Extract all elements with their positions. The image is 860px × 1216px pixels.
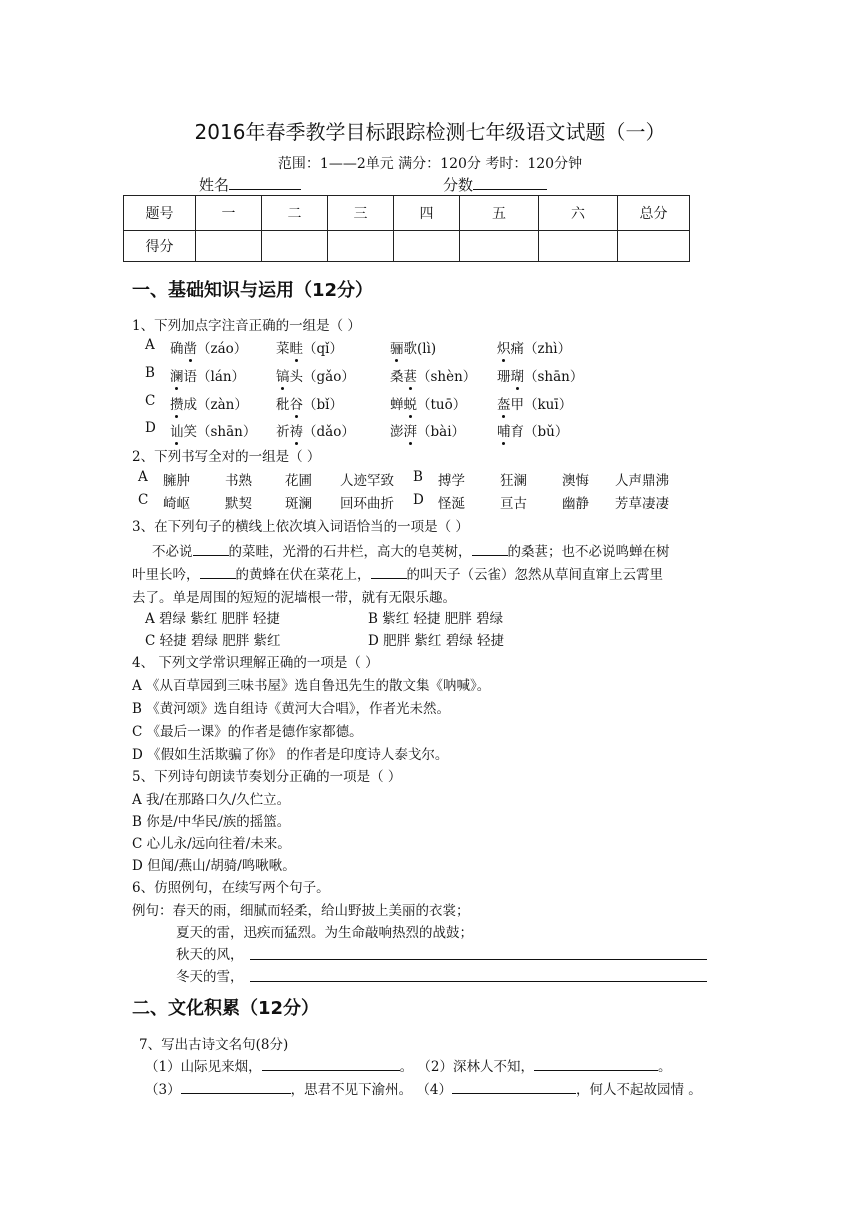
name-field[interactable]: [199, 174, 301, 195]
option-letter[interactable]: B: [413, 469, 423, 485]
word-item: 搏学: [438, 473, 465, 489]
score-cell[interactable]: [394, 231, 460, 262]
word-item: 书熟: [225, 473, 252, 489]
option-D[interactable]: D 但闻/燕山/胡骑/鸣啾啾。: [132, 858, 296, 874]
fill-blank[interactable]: [472, 540, 508, 556]
answer-line[interactable]: [250, 981, 707, 982]
question-stem: 2、下列书写全对的一组是（ ）: [132, 449, 321, 465]
score-cell[interactable]: [460, 231, 539, 262]
pinyin-item: 讪笑（shān）: [170, 424, 257, 440]
pinyin-item: 珊瑚（shān）: [497, 369, 584, 385]
score-cell[interactable]: [196, 231, 262, 262]
table-head-cell: 六: [539, 196, 618, 231]
score-cell[interactable]: [328, 231, 394, 262]
question-stem: 5、下列诗句朗读节奏划分正确的一项是（ ）: [132, 769, 402, 785]
pinyin-item: 秕谷（bǐ）: [276, 397, 343, 413]
dotted-char: 蜕: [403, 397, 417, 413]
dotted-char: 祷: [289, 424, 303, 440]
pinyin-item: 蝉蜕（tuō）: [390, 397, 467, 413]
option-D[interactable]: D 肥胖 紫红 碧绿 轻捷: [368, 633, 504, 649]
word-item: 斑澜: [285, 496, 312, 512]
name-blank[interactable]: [229, 174, 301, 190]
option-letter[interactable]: A: [145, 337, 155, 353]
option-A[interactable]: A 《从百草园到三味书屋》选自鲁迅先生的散文集《呐喊》。: [132, 678, 491, 694]
dotted-char: 讪: [170, 424, 184, 440]
question-stem: 6、仿照例句，在续写两个句子。: [132, 880, 330, 896]
dotted-char: 攒: [170, 397, 184, 413]
example-line: 例句：春天的雨，细腻而轻柔，给山野披上美丽的衣裳；: [132, 903, 470, 919]
option-B[interactable]: B 你是/中华民/族的摇篮。: [132, 814, 291, 830]
table-head-cell: 题号: [124, 196, 196, 231]
fill-blank[interactable]: [193, 540, 229, 556]
score-cell[interactable]: [262, 231, 328, 262]
pinyin-item: 炽痛（zhì）: [497, 341, 572, 357]
pinyin-item: 祈祷（dǎo）: [276, 424, 355, 440]
pinyin-item: 菜畦（qǐ）: [276, 341, 343, 357]
dotted-char: 骊: [390, 341, 404, 357]
score-cell[interactable]: [539, 231, 618, 262]
word-item: 崎岖: [163, 496, 190, 512]
option-D[interactable]: D 《假如生活欺骗了你》 的作者是印度诗人泰戈尔。: [132, 747, 449, 763]
answer-line[interactable]: [250, 959, 707, 960]
question-stem: 3、在下列句子的横线上依次填入词语恰当的一项是（ ）: [132, 519, 469, 535]
pinyin-item: 澎湃（bài）: [390, 424, 466, 440]
option-letter[interactable]: C: [145, 393, 156, 409]
score-label: 分数: [443, 176, 474, 194]
dotted-char: 畦: [289, 341, 303, 357]
option-letter[interactable]: D: [413, 492, 424, 508]
pinyin-item: 哺育（bǔ）: [497, 424, 569, 440]
word-item: 回环曲折: [340, 496, 394, 512]
question-stem: 1、下列加点字注音正确的一组是（ ）: [132, 318, 361, 334]
dotted-char: 澜: [170, 369, 184, 385]
word-item: 怪涎: [438, 496, 465, 512]
pinyin-item: 澜语（lán）: [170, 369, 246, 385]
word-item: 花圃: [285, 473, 312, 489]
pinyin-item: 盔甲（kuī）: [497, 397, 573, 413]
table-head-cell: 一: [196, 196, 262, 231]
poem-line: （1）山际见来烟， 。 （2）深林人不知， 。: [145, 1055, 671, 1075]
table-head-cell: 四: [394, 196, 460, 231]
fill-blank[interactable]: [262, 1055, 400, 1071]
passage-line: 不必说 的菜畦，光滑的石井栏，高大的皂荚树， 的桑葚；也不必说鸣蝉在树: [152, 540, 670, 560]
word-item: 狂澜: [500, 473, 527, 489]
question-stem: 4、 下列文学常识理解正确的一项是（ ）: [132, 655, 379, 671]
fill-blank[interactable]: [181, 1078, 291, 1094]
fill-label: 冬天的雪，: [176, 969, 244, 985]
pinyin-item: 攒成（zàn）: [170, 397, 248, 413]
option-B[interactable]: B 《黄河颂》选自组诗《黄河大合唱》，作者光未然。: [132, 701, 450, 717]
dotted-char: 瑚: [510, 369, 524, 385]
table-head-cell: 二: [262, 196, 328, 231]
name-label: 姓名: [199, 176, 230, 194]
option-A[interactable]: A 碧绿 紫红 肥胖 轻捷: [145, 611, 280, 627]
dotted-char: 湃: [403, 424, 417, 440]
table-head-cell: 五: [460, 196, 539, 231]
exam-meta: 范围：1——2单元 满分：120分 考时：120分钟: [277, 156, 583, 172]
option-C[interactable]: C 《最后一课》的作者是德作家都德。: [132, 724, 363, 740]
option-A[interactable]: A 我/在那路口久/久伫立。: [132, 792, 291, 808]
option-C[interactable]: C 心儿永/远向往着/未来。: [132, 836, 291, 852]
dotted-char: 葚: [403, 369, 417, 385]
pinyin-item: 骊歌(lì): [390, 341, 437, 357]
option-letter[interactable]: A: [138, 469, 148, 485]
option-letter[interactable]: D: [145, 420, 156, 436]
passage-line: 叶里长吟， 的黄蜂在伏在菜花上， 的叫天子（云雀）忽然从草间直窜上云霄里: [132, 563, 663, 583]
option-letter[interactable]: B: [145, 365, 155, 381]
dotted-char: 盔: [497, 397, 511, 413]
word-item: 幽静: [562, 496, 589, 512]
score-blank[interactable]: [473, 174, 547, 190]
fill-blank[interactable]: [371, 563, 407, 579]
dotted-char: 炽: [497, 341, 511, 357]
word-item: 臃肿: [163, 473, 190, 489]
dotted-char: 凿: [183, 341, 197, 357]
pinyin-item: 确凿（záo）: [170, 341, 248, 357]
dotted-char: 哺: [497, 424, 511, 440]
pinyin-item: 镐头（gǎo）: [276, 369, 355, 385]
option-B[interactable]: B 紫红 轻捷 肥胖 碧绿: [368, 611, 504, 627]
word-item: 亘古: [500, 496, 527, 512]
pinyin-item: 桑葚（shèn）: [390, 369, 477, 385]
fill-blank[interactable]: [534, 1055, 658, 1071]
dotted-char: 谷: [289, 397, 303, 413]
poem-line: （3） ，思君不见下渝州。 （4） ，何人不起故园情 。: [145, 1078, 702, 1098]
section-title: 一、基础知识与运用（12分）: [132, 280, 374, 301]
section-title: 二、文化积累（12分）: [132, 998, 320, 1019]
fill-blank[interactable]: [200, 563, 236, 579]
score-cell[interactable]: [618, 231, 690, 262]
word-item: 人声鼎沸: [615, 473, 669, 489]
exam-title: 2016年春季教学目标跟踪检测七年级语文试题（一）: [194, 120, 666, 144]
option-C[interactable]: C 轻捷 碧绿 肥胖 紫红: [145, 633, 281, 649]
table-head-cell: 三: [328, 196, 394, 231]
table-head-cell: 总分: [618, 196, 690, 231]
option-letter[interactable]: C: [138, 492, 149, 508]
dotted-char: 镐: [276, 369, 290, 385]
word-item: 芳草凄凄: [615, 496, 669, 512]
score-table: [123, 195, 690, 262]
fill-blank[interactable]: [452, 1078, 576, 1094]
fill-label: 秋天的风，: [176, 947, 244, 963]
passage-line: 去了。单是周围的短短的泥墙根一带，就有无限乐趣。: [132, 590, 456, 606]
word-item: 人迹罕致: [340, 473, 394, 489]
score-field[interactable]: [443, 174, 547, 195]
word-item: 默契: [225, 496, 252, 512]
table-row-label: 得分: [124, 231, 196, 262]
question-stem: 7、写出古诗文名句(8分): [139, 1037, 289, 1053]
example-line: 夏天的雷，迅疾而猛烈。为生命敲响热烈的战鼓；: [176, 925, 473, 941]
word-item: 澳悔: [562, 473, 589, 489]
